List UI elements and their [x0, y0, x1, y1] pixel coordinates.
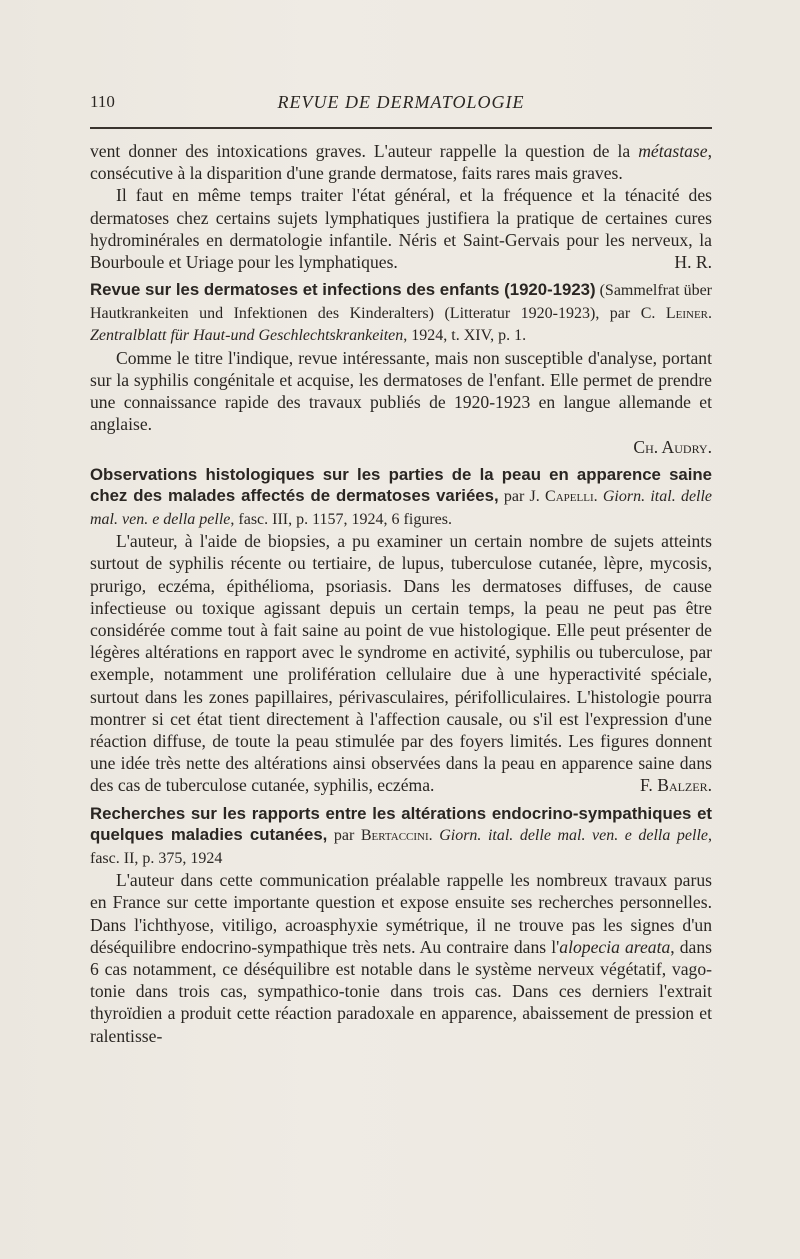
- entry-1-signature: Ch. Audry.: [633, 436, 712, 457]
- page-body: [90, 140, 712, 1047]
- entry-3-body: L'auteur dans cette communication préalable rappelle les nombreux travaux parus en France sur cette importante question et expose ensuite ses recherches personnelles. Dans l'ichthyose, vitiligo, acroasphyxie symétrique, il ne trouve pas les signes d'un déséquilibre endocrino-sympathique très nets. Au contraire dans l'alopecia areata, dans 6 cas notamment, ce déséquilibre est notable dans le système nerveux végétatif, vago-tonie dans trois cas, sympathico-tonie dans trois cas. Dans ces derniers l'extrait thyroïdien a produit cette réaction paradoxale en apparence, abaissement de pression et ralentisse-: [90, 870, 713, 1046]
- entry-2-journal: Giorn. ital. delle mal. ven. e della pelle: [90, 488, 713, 528]
- entry-2-signature: F. Balzer.: [640, 775, 712, 796]
- entry-1-body: Comme le titre l'indique, revue intéressante, mais non susceptible d'analyse, portant sur la syphilis congénitale et acquise, les dermatoses de l'enfant. Elle permet de prendre une connaissance rapide des travaux publiés de 1920-1923 en langue allemande et anglaise.: [90, 347, 712, 435]
- entry-3-title: Recherches sur les rapports entre les altérations endocrino-sympathiques et quelques maladies cutanées,: [90, 803, 712, 845]
- entry-2-body: L'auteur, à l'aide de biopsies, a pu examiner un certain nombre de sujets atteints surtout de syphilis récente ou tertiaire, de lupus, tuberculose cutanée, lèpre, mycosis, prurigo, eczéma, épithélioma, psoriasis. Dans les dermatoses diffuses, de cause infectieuse ou toxique agissant depuis un certain temps, la peau ne peut pas être considérée comme tout à fait saine au point de vue histologique. Elle peut présenter de légères altérations en rapport avec le syndrome en activité, syphilis ou tuberculose, par exemple, notamment une prolifération cellulaire due à une hyperactivité spéciale, surtout dans les zones papillaires, périvasculaires, périfolliculaires. L'histologie pourra montrer si cet état tient directement à l'affection causale, ou s'il est l'expression d'une réaction diffuse, de toute la peau stimulée par des foyers limités. Les figures donnent une idée très nette des altérations ainsi observées dans la peau en apparence saine dans des cas de tuberculose cutanée, syphilis, eczéma. F. Balzer.: [90, 531, 712, 796]
- intro-paragraph-1: vent donner des intoxications graves. L'auteur rappelle la question de la métastase, consécutive à la disparition d'une grande dermatose, faits rares mais graves.: [90, 141, 712, 184]
- entry-3-heading: Recherches sur les rapports entre les altérations endocrino-sympathiques et quelques maladies cutanées, par Bertaccini. Giorn. ital. delle mal. ven. e della pelle, fasc. II, p. 375, 1924: [90, 803, 713, 867]
- header-rule: [90, 127, 712, 129]
- page-number: 110: [90, 92, 115, 111]
- intro-paragraph-2: Il faut en même temps traiter l'état général, et la fréquence et la ténacité des dermatoses chez certains sujets lymphatiques justifiera la pratique de certaines cures hydrominérales en dermatologie infantile. Néris et Saint-Gervais pour les nerveux, la Bourboule et Uriage pour les lymphatiques. H. R.: [90, 185, 712, 273]
- signature: H. R.: [674, 252, 712, 273]
- entry-1-title: Revue sur les dermatoses et infections des enfants (1920-1923): [90, 280, 596, 300]
- entry-1-author: Leiner: [665, 304, 708, 322]
- entry-2-heading: Observations histologiques sur les parties de la peau en apparence saine chez des malades affectés de dermatoses variées, par J. Capelli. Giorn. ital. delle mal. ven. e della pelle, fasc. III, p. 1157, 1924, 6 figures.: [90, 464, 713, 528]
- entry-3-author: Bertaccini: [360, 827, 429, 845]
- entry-3-journal: Giorn. ital. delle mal. ven. e della pelle: [439, 827, 709, 845]
- running-title: REVUE DE DERMATOLOGIE: [277, 92, 525, 112]
- entry-2-author: Capelli: [545, 488, 594, 506]
- entry-2-title: Observations histologiques sur les parties de la peau en apparence saine chez des malades affectés de dermatoses variées,: [90, 464, 712, 506]
- page-header: [90, 92, 712, 122]
- entry-1-journal: Zentralblatt für Haut-und Geschlechtskrankeiten: [90, 327, 404, 345]
- entry-1-heading: Revue sur les dermatoses et infections des enfants (1920-1923) (Sammelfrat über Hautkrankeiten und Infektionen des Kinderalters) (Litteratur 1920-1923), par C. Leiner. Zentralblatt für Haut-und Geschlechtskrankeiten, 1924, t. XIV, p. 1.: [90, 280, 712, 345]
